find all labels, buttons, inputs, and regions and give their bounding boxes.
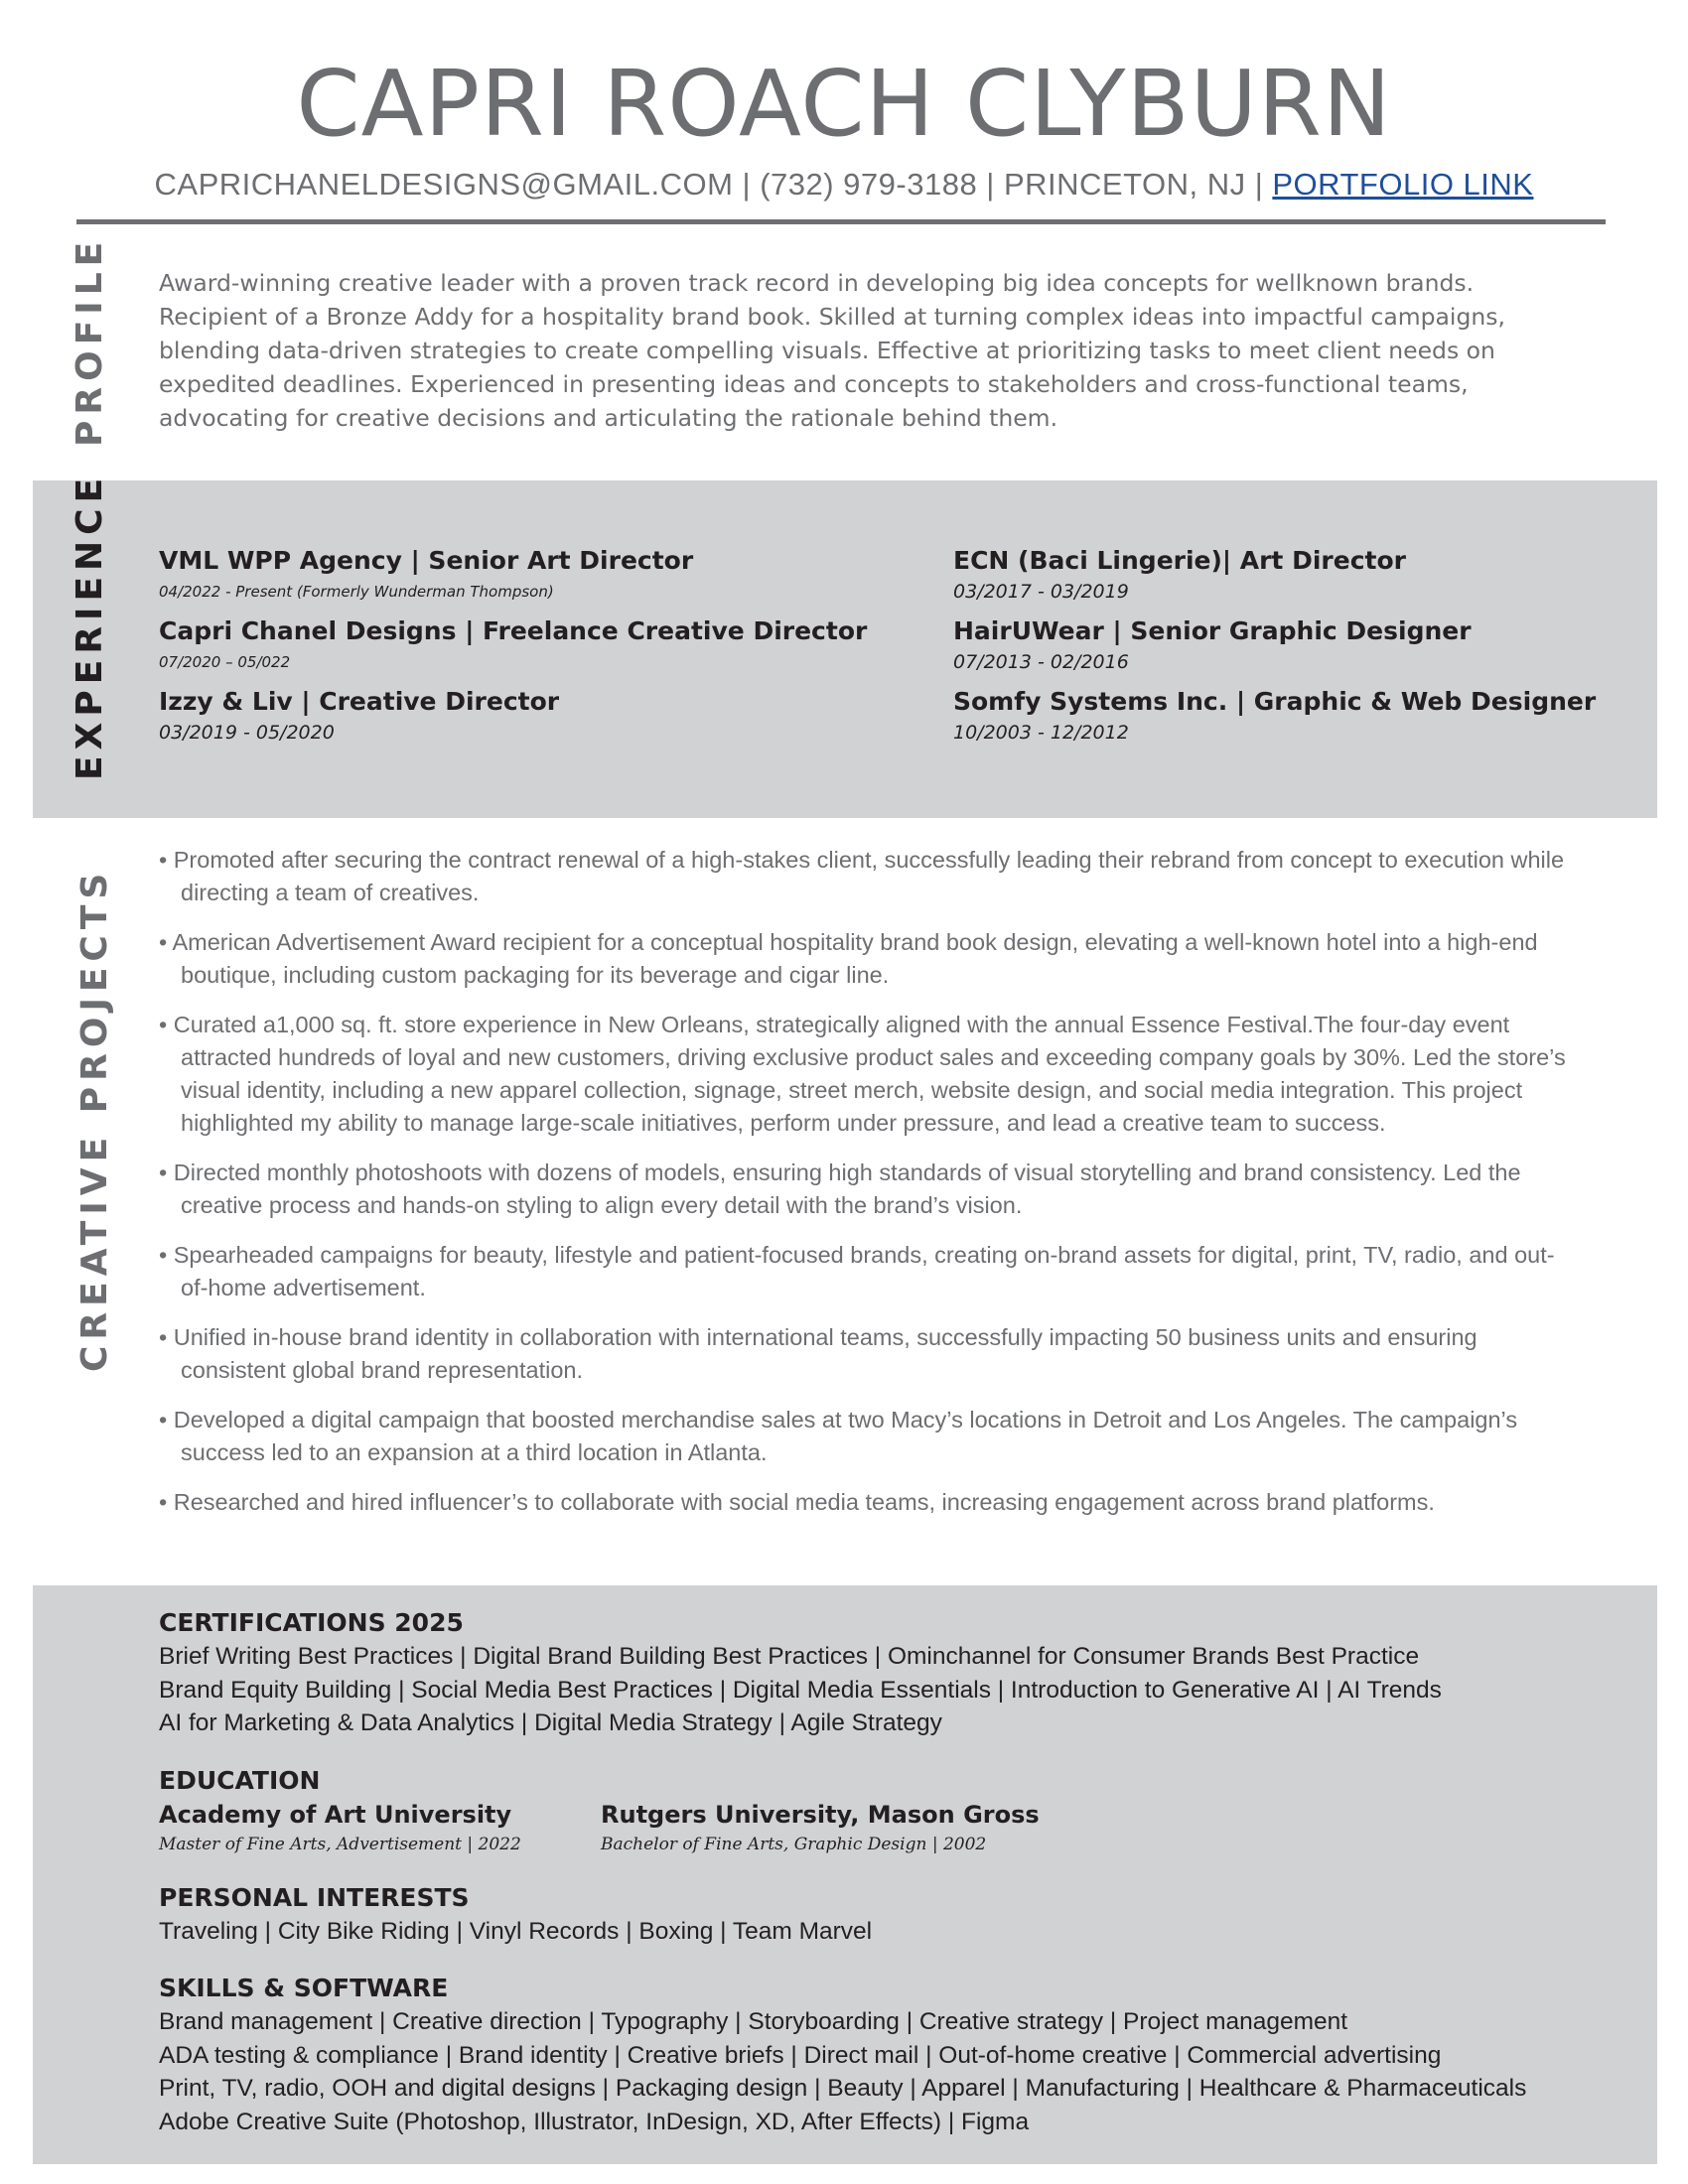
certifications-line: Brief Writing Best Practices | Digital Brand Building Best Practices | Ominchannel for Consumer Brands Best Practice xyxy=(159,1643,1420,1670)
details-section xyxy=(159,1606,1609,2138)
project-item: • Spearheaded campaigns for beauty, lifestyle and patient-focused brands, creating on-brand assets for digital, print, TV, radio, and out-of-home advertisement. xyxy=(159,1242,1555,1300)
skills-line: Print, TV, radio, OOH and digital designs | Packaging design | Beauty | Apparel | Manufacturing | Healthcare & Pharmaceuticals xyxy=(159,2075,1527,2102)
applicant-name: CAPRI ROACH CLYBURN xyxy=(296,51,1392,157)
profile-summary: Award-winning creative leader with a proven track record in developing big idea concepts for wellknown brands. Recipient of a Bronze Addy for a hospitality brand book. Skilled at turning complex ideas into impactful campaigns, blending data-driven strategies to create compelling visuals. Effective at prioritizing tasks to meet client needs on expedited deadlines. Experienced in presenting ideas and concepts to stakeholders and cross-functional teams, advocating for creative decisions and articulating the rationale behind them. xyxy=(159,269,1505,432)
header-divider xyxy=(76,219,1606,224)
job-dates: 07/2013 - 02/2016 xyxy=(953,651,1129,673)
job-entry xyxy=(159,544,933,606)
certifications-title: CERTIFICATIONS 2025 xyxy=(159,1608,464,1637)
experience-column-left xyxy=(159,544,933,755)
project-item: • Directed monthly photoshoots with dozens of models, ensuring high standards of visual storytelling and brand consistency. Led the creative process and hands-on styling to align every detail with the brand’s vision. xyxy=(159,1160,1521,1218)
project-item: • American Advertisement Award recipient for a conceptual hospitality brand book design, elevating a well-known hotel into a high-end boutique, including custom packaging for its beverage and cigar line. xyxy=(159,929,1538,988)
contact-info xyxy=(0,167,1688,203)
job-dates: 10/2003 - 12/2012 xyxy=(953,722,1129,744)
job-title: Somfy Systems Inc. | Graphic & Web Designer xyxy=(953,687,1597,716)
school-name: Academy of Art University xyxy=(159,1800,512,1829)
degree: Master of Fine Arts, Advertisement | 2022 xyxy=(159,1834,521,1854)
skills-line: ADA testing & compliance | Brand identity | Creative briefs | Direct mail | Out-of-home creative | Commercial advertising xyxy=(159,2041,1442,2069)
job-title: VML WPP Agency | Senior Art Director xyxy=(159,546,694,575)
certifications-line: AI for Marketing & Data Analytics | Digital Media Strategy | Agile Strategy xyxy=(159,1709,942,1736)
experience-label: EXPERIENCE xyxy=(70,472,110,780)
skills-line: Brand management | Creative direction | Typography | Storyboarding | Creative strategy | Project management xyxy=(159,2008,1348,2035)
job-title: Izzy & Liv | Creative Director xyxy=(159,687,560,716)
project-item: • Promoted after securing the contract renewal of a high-stakes client, successfully leading their rebrand from concept to execution while directing a team of creatives. xyxy=(159,847,1565,905)
degree: Bachelor of Fine Arts, Graphic Design | 2002 xyxy=(601,1834,987,1854)
interests-title: PERSONAL INTERESTS xyxy=(159,1882,470,1912)
job-dates: 04/2022 - Present (Formerly Wunderman Thompson) xyxy=(159,583,554,601)
projects-label: CREATIVE PROJECTS xyxy=(74,867,115,1372)
profile-label: PROFILE xyxy=(70,235,110,447)
job-entry xyxy=(953,685,1628,747)
project-item: • Developed a digital campaign that boosted merchandise sales at two Macy’s locations in Detroit and Los Angeles. The campaign’s success led to an expansion at a third location in Atlanta. xyxy=(159,1407,1518,1465)
job-title: ECN (Baci Lingerie)| Art Director xyxy=(953,546,1406,575)
skills-title: SKILLS & SOFTWARE xyxy=(159,1974,449,2002)
job-title: Capri Chanel Designs | Freelance Creative Director xyxy=(159,616,868,645)
school-name: Rutgers University, Mason Gross xyxy=(601,1800,1040,1829)
job-dates: 07/2020 – 05/022 xyxy=(159,653,291,671)
job-entry xyxy=(953,614,1628,676)
project-item: • Researched and hired influencer’s to collaborate with social media teams, increasing engagement across brand platforms. xyxy=(159,1489,1435,1515)
project-item: • Curated a1,000 sq. ft. store experience in New Orleans, strategically aligned with the annual Essence Festival.The four-day event attracted hundreds of loyal and new customers, driving exclusive product sales and exceeding company goals by 30%. Led the store’s visual identity, including a new apparel collection, signage, street merch, website design, and social media integration. This project highlighted my ability to manage large-scale initiatives, perform under pressure, and lead a creative team to success. xyxy=(159,1012,1566,1136)
education-entry xyxy=(159,1798,601,1857)
interests-line: Traveling | City Bike Riding | Vinyl Records | Boxing | Team Marvel xyxy=(159,1917,873,1945)
job-title: HairUWear | Senior Graphic Designer xyxy=(953,616,1472,645)
certifications-line: Brand Equity Building | Social Media Best Practices | Digital Media Essentials | Introduction to Generative AI | AI Trends xyxy=(159,1676,1442,1704)
job-entry xyxy=(159,614,933,676)
skills-line: Adobe Creative Suite (Photoshop, Illustrator, InDesign, XD, After Effects) | Figma xyxy=(159,2108,1030,2135)
project-item: • Unified in-house brand identity in collaboration with international teams, successfully impacting 50 business units and ensuring consistent global brand representation. xyxy=(159,1324,1477,1383)
education-list xyxy=(159,1798,1609,1857)
education-title: EDUCATION xyxy=(159,1765,321,1795)
job-entry xyxy=(953,544,1628,606)
portfolio-link[interactable]: PORTFOLIO LINK xyxy=(1272,167,1534,202)
resume-header xyxy=(0,50,1688,203)
job-entry xyxy=(159,685,933,747)
contact-details: CAPRICHANELDESIGNS@GMAIL.COM | (732) 979-3188 | PRINCETON, NJ | xyxy=(154,167,1273,202)
job-dates: 03/2017 - 03/2019 xyxy=(953,581,1129,603)
job-dates: 03/2019 - 05/2020 xyxy=(159,722,335,744)
education-entry xyxy=(601,1798,1043,1857)
experience-column-right xyxy=(953,544,1628,755)
projects-list xyxy=(159,844,1569,1536)
